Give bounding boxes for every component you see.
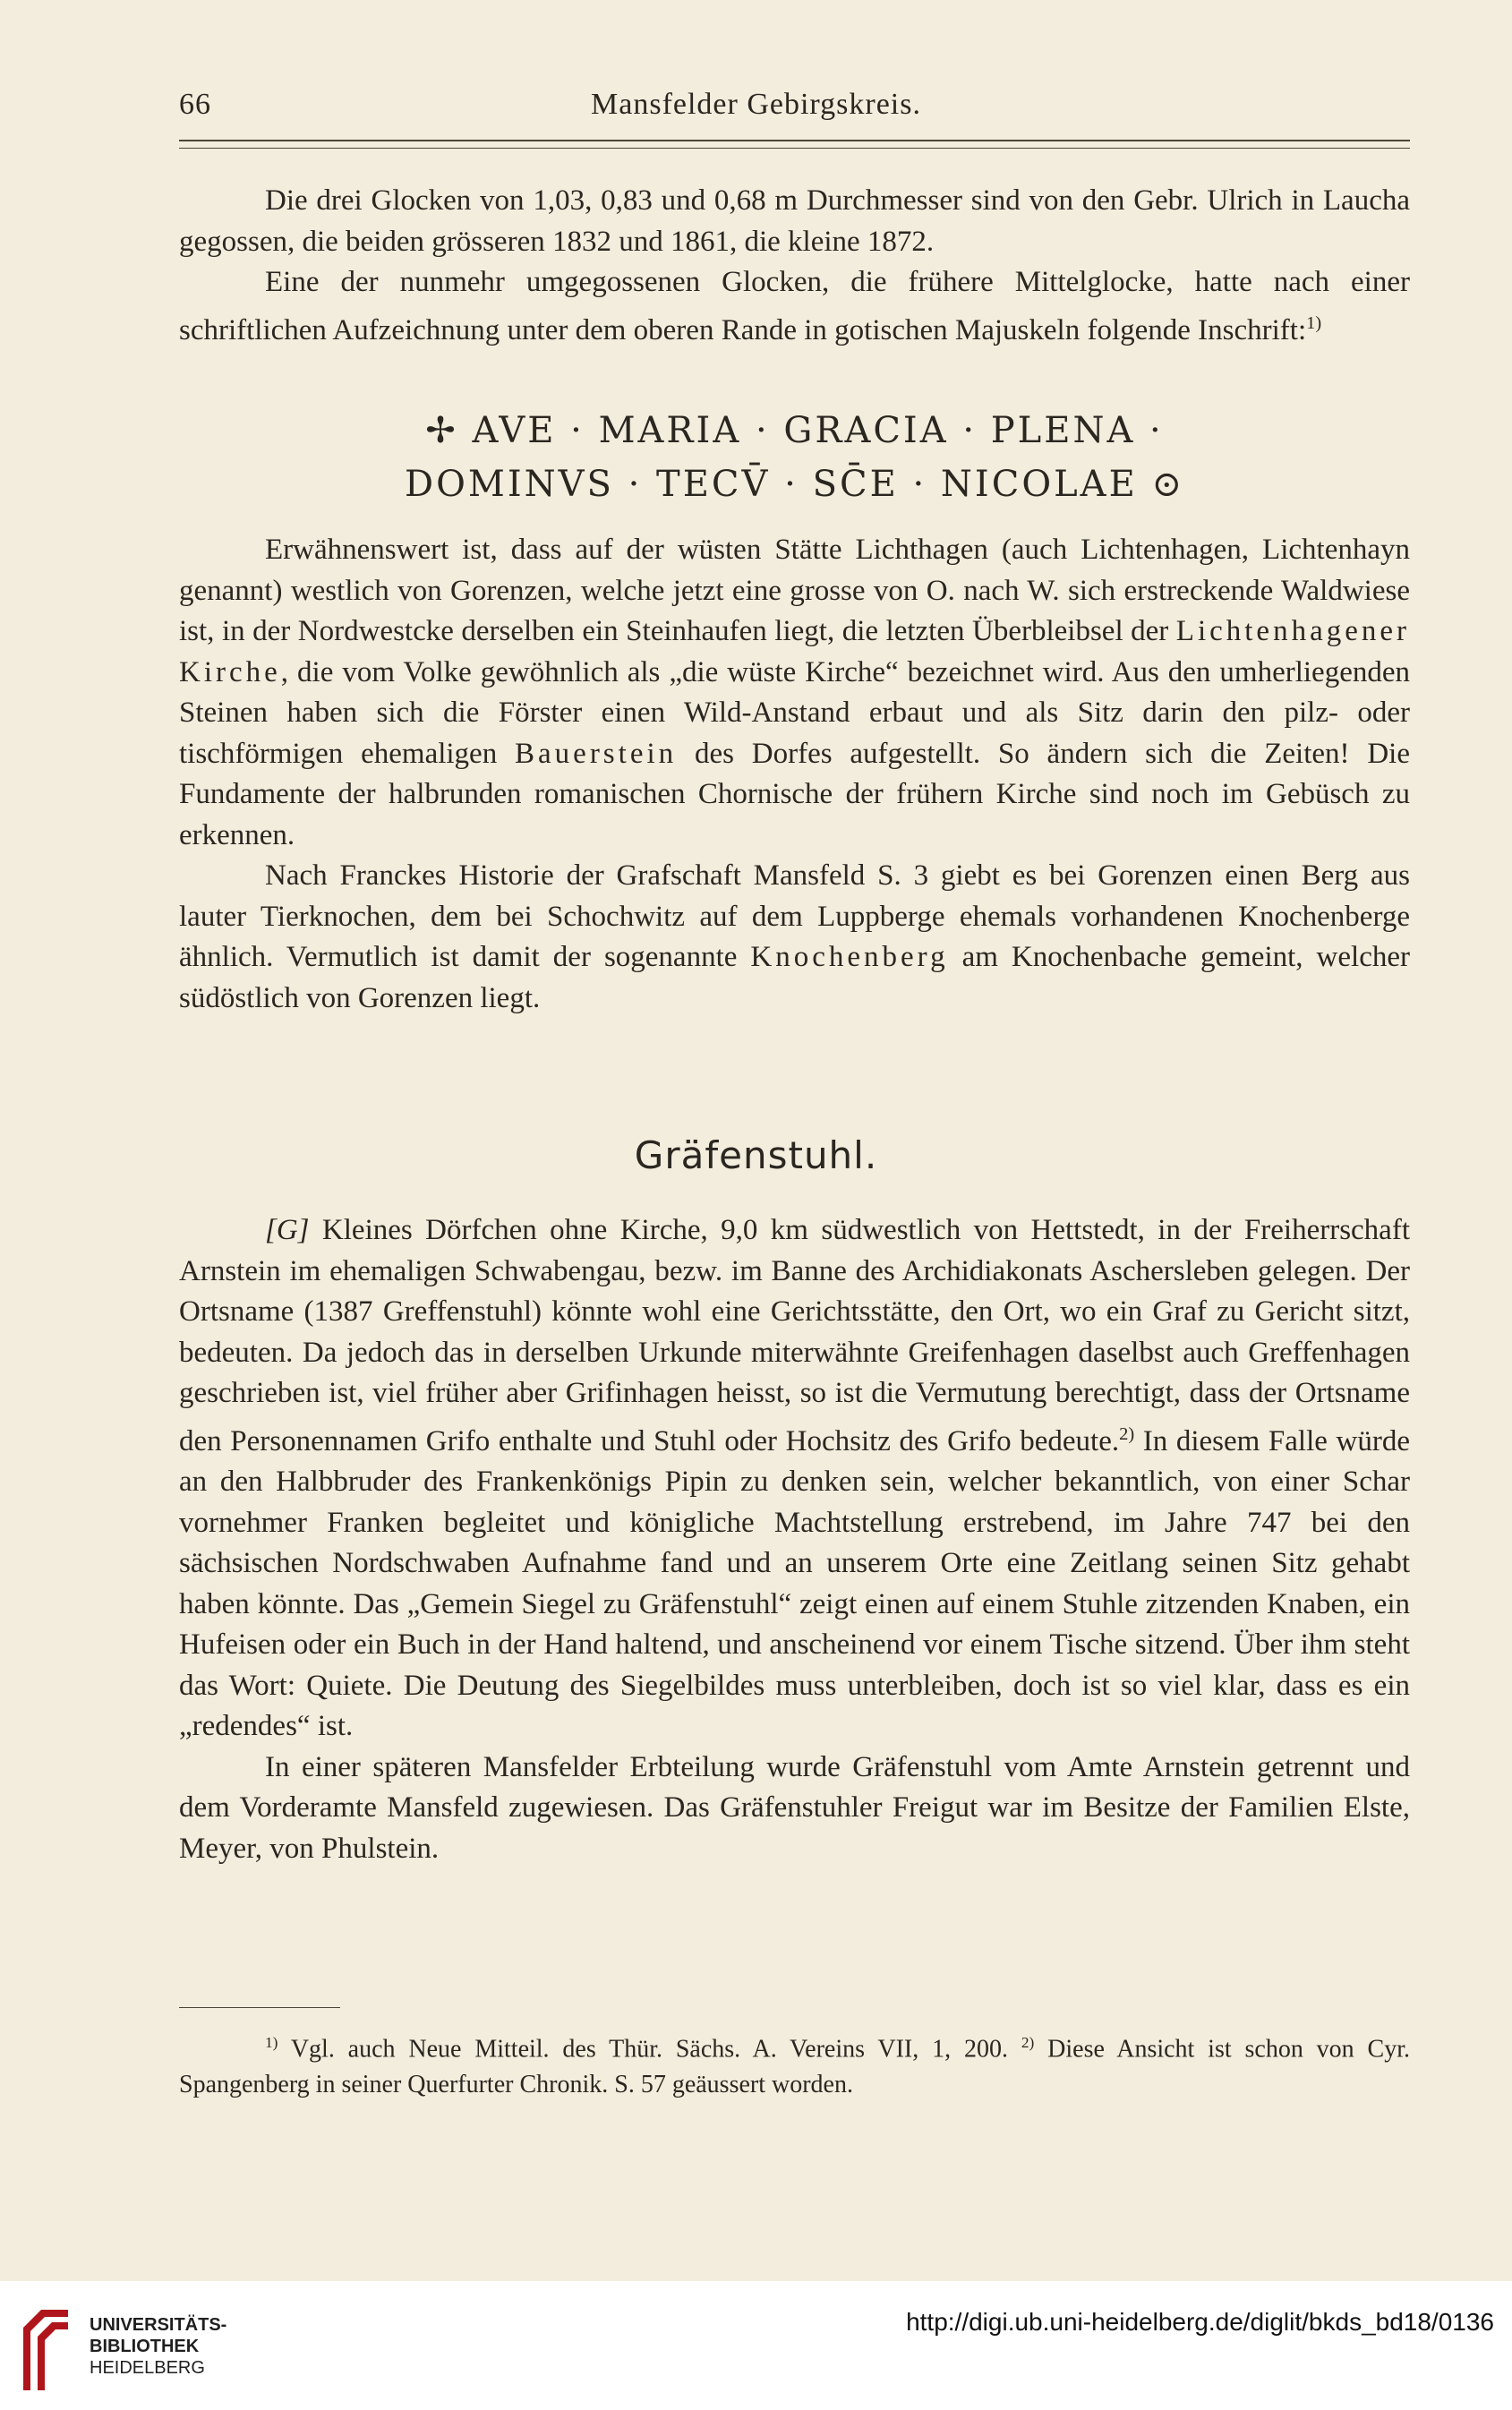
- text-run: des Dorfes aufgestellt. So ändern sich die Zeiten! Die Fundamente der halbrunden romanischen Chornische der frühern Kirche sind noch im Gebüsch zu erkennen.: [179, 737, 1410, 851]
- section-heading: Gräfenstuhl.: [634, 1133, 878, 1177]
- text-run: In diesem Falle würde an den Halbbruder des Frankenkönigs Pipin zu denken sein, welcher bekanntlich, von einer Schar vornehmer Franken begleitet und königliche Machtstellung erstrebend, im Jahre 747 bei den sächsischen Nordschwaben Aufnahme fand und an unserem Orte eine Zeitlang seinen Sitz gehabt haben könnte. Das „Gemein Siegel zu Gräfenstuhl“ zeigt einen auf einem Stuhle zitzenden Knaben, ein Hufeisen oder ein Buch in der Hand haltend, und anscheinend vor einem Tische sitzend. Über ihm steht das Wort: Quiete. Die Deutung des Siegelbildes muss unterbleiben, doch ist so viel klar, dass es ein „redendes“ ist.: [179, 1424, 1410, 1742]
- text-run: Nach Franckes Historie der Grafschaft Mansfeld S. 3 giebt es bei Gorenzen einen Berg aus lauter Tierknochen, dem bei Schochwitz auf dem Luppberge ehemals vorhandenen Knochenberge ähnlich. Vermutlich ist damit der sogenannte: [179, 859, 1410, 973]
- text-run: , die vom Volke gewöhnlich als „die wüste Kirche“ bezeichnet wird. Aus den umherliegenden Steinen haben sich die Förster einen Wild-Anstand erbaut und als Sitz darin den pilz- oder tischförmigen ehemaligen: [179, 655, 1410, 770]
- inscription-line-2: DOMINVS · TECV̄ · SC̄E · NICOLAE ⊙: [405, 464, 1184, 505]
- footnote-ref-2: 2): [1119, 1423, 1135, 1444]
- spaced-term: Lichtenhagener Kirche: [179, 615, 1410, 688]
- footnote-2: Diese Ansicht ist schon von Cyr. Spangenberg in seiner Querfurter Chronik. S. 57 geäussert worden.: [179, 2035, 1410, 2099]
- library-name-line-3: HEIDELBERG: [90, 2358, 205, 2378]
- library-name-line-1: UNIVERSITÄTS-: [90, 2315, 227, 2335]
- paragraph-graefenstuhl-2: In einer späteren Mansfelder Erbteilung wurde Gräfenstuhl vom Amte Arnstein getrennt und dem Vorderamte Mansfeld zugewiesen. Das Gräfenstuhler Freigut war im Besitze der Familien Elste, Meyer, von Phulstein.: [179, 1750, 1410, 1865]
- footnote-ref-1: 1): [1306, 312, 1322, 333]
- footnote-mark-2: 2): [1021, 2034, 1035, 2051]
- paragraph-knochenberg: [179, 856, 1410, 1019]
- spaced-term: Knochenberg: [750, 941, 949, 973]
- page-number: 66: [179, 88, 211, 121]
- library-footer: [0, 2281, 1512, 2410]
- paragraph-graefenstuhl-1: [179, 1210, 1410, 1748]
- region-tag: [G]: [265, 1214, 310, 1246]
- footnote-rule: [179, 2007, 340, 2008]
- text-run: Erwähnenswert ist, dass auf der wüsten Stätte Lichthagen (auch Lichtenhagen, Lichtenhayn genannt) westlich von Gorenzen, welche jetzt eine grosse von O. nach W. sich erstreckende Waldwiese ist, in der Nordwestcke derselben ein Steinhaufen liegt, die letzten Überbleibsel der: [179, 534, 1410, 647]
- paragraph-bells: Die drei Glocken von 1,03, 0,83 und 0,68 m Durchmesser sind von den Gebr. Ulrich in Laucha gegossen, die beiden grösseren 1832 und 1861, die kleine 1872.: [179, 184, 1410, 258]
- library-name-line-2: BIBLIOTHEK: [90, 2337, 200, 2356]
- paragraph-lichthagen: [179, 530, 1410, 856]
- footnote-mark-1: 1): [265, 2034, 278, 2051]
- footnotes: [179, 2025, 1410, 2103]
- inscription-line-1: ✢ AVE · MARIA · GRACIA · PLENA ·: [425, 410, 1164, 451]
- spaced-term: Bauerstein: [515, 737, 678, 770]
- graefenstuhl-text: [179, 1210, 1410, 1869]
- library-logo-icon: [14, 2301, 77, 2396]
- footnote-text: [179, 2025, 1410, 2103]
- header-rule: [179, 140, 1410, 149]
- paragraph-text: Eine der nunmehr umgegossenen Glocken, die frühere Mittelglocke, hatte nach einer schriftlichen Aufzeichnung unter dem oberen Rande in gotischen Majuskeln folgende Inschrift:: [179, 266, 1410, 346]
- footnote-1: Vgl. auch Neue Mitteil. des Thür. Sächs. A. Vereins VII, 1, 200.: [278, 2035, 1021, 2064]
- top-section-text: [179, 181, 1410, 351]
- paragraph-inscription-intro: [179, 262, 1410, 351]
- source-url-link[interactable]: http://digi.ub.uni-heidelberg.de/diglit/bkds_bd18/0136: [906, 2308, 1494, 2336]
- text-run: am Knochenbache gemeint, welcher südöstlich von Gorenzen liegt.: [179, 941, 1410, 1014]
- text-run: Kleines Dörfchen ohne Kirche, 9,0 km südwestlich von Hettstedt, in der Freiherrschaft Arnstein im ehemaligen Schwabengau, bezw. im Banne des Archidiakonats Aschersleben gelegen. Der Ortsname (1387 Greffenstuhl) könnte wohl eine Gerichtsstätte, den Ort, wo ein Graf zu Gericht sitzt, bedeuten. Da jedoch das in derselben Urkunde miterwähnte Greifenhagen daselbst auch Greffenhagen geschrieben ist, viel früher aber Grifinhagen heisst, so ist die Vermutung berechtigt, dass der Ortsname den Personennamen Grifo enthalte und Stuhl oder Hochsitz des Grifo bedeute.: [179, 1214, 1410, 1457]
- running-title: Mansfelder Gebirgskreis.: [591, 88, 921, 121]
- middle-section-text: [179, 530, 1410, 1019]
